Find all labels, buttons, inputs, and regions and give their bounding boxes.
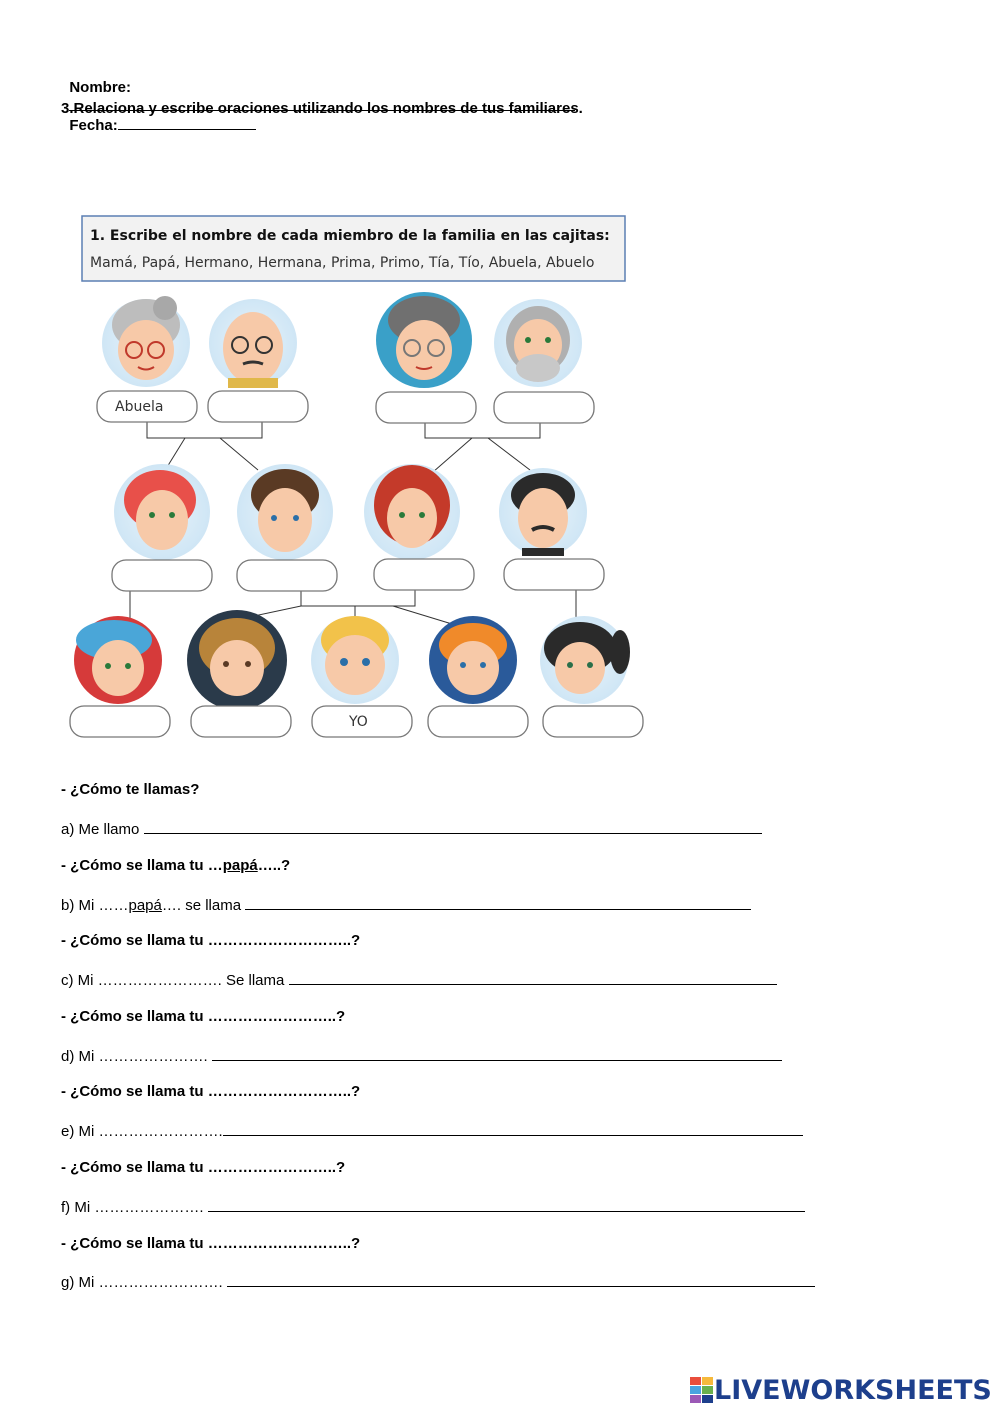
question-a: - ¿Cómo te llamas? [61, 781, 200, 798]
answer-f-label: f) Mi …………………. [61, 1199, 208, 1216]
answer-e-line[interactable] [223, 1121, 803, 1136]
answer-c-label: c) Mi ……………………. Se llama [61, 972, 289, 989]
answer-a-label: a) Me llamo [61, 821, 144, 838]
box-3[interactable] [494, 392, 594, 423]
answer-g-line[interactable] [227, 1272, 815, 1287]
answer-g-label: g) Mi ……………………. [61, 1274, 227, 1291]
row1-boxes [97, 391, 594, 423]
answer-e-label: e) Mi ……………………. [61, 1123, 223, 1140]
answer-g [61, 1272, 815, 1291]
answer-b [61, 895, 751, 914]
avatar-tio-materno [499, 468, 587, 556]
box-2[interactable] [376, 392, 476, 423]
avatar-hermano [429, 616, 517, 704]
liveworksheets-logo [690, 1374, 992, 1406]
box-6[interactable] [374, 559, 474, 590]
answer-b-post: …. se llama [161, 897, 246, 914]
box-1[interactable] [208, 391, 308, 422]
avatar-prima [540, 616, 630, 704]
box-yo-label: YO [349, 714, 368, 730]
avatar-yo [311, 616, 399, 704]
avatar-hermana [187, 610, 287, 710]
question-c: - ¿Cómo se llama tu ………………………..? [61, 932, 361, 949]
answer-d-line[interactable] [212, 1046, 782, 1061]
instruction-text: 3.Relaciona y escribe oraciones utilizando los nombres de tus familiares. [61, 100, 583, 117]
avatar-papa [237, 464, 333, 560]
answer-c-line[interactable] [289, 970, 777, 985]
question-b-post: …..? [257, 857, 291, 874]
task-words: Mamá, Papá, Hermano, Hermana, Prima, Primo, Tía, Tío, Abuela, Abuelo [90, 255, 595, 271]
avatar-abuelo-paterno [209, 299, 297, 388]
answer-a [61, 819, 762, 838]
box-4[interactable] [112, 560, 212, 591]
box-8[interactable] [70, 706, 170, 737]
liveworksheets-logo-icon [690, 1377, 714, 1403]
answer-c [61, 970, 777, 989]
fecha-label: Fecha: [69, 117, 118, 134]
question-f: - ¿Cómo se llama tu ……………………..? [61, 1159, 346, 1176]
avatar-abuelo-materno [494, 299, 582, 387]
answer-d [61, 1046, 782, 1065]
question-b-word: papá [222, 857, 258, 874]
question-g: - ¿Cómo se llama tu ………………………..? [61, 1235, 361, 1252]
answer-a-line[interactable] [144, 819, 762, 834]
question-b-pre: - ¿Cómo se llama tu … [61, 857, 223, 874]
box-abuela-label: Abuela [115, 399, 164, 415]
box-9[interactable] [191, 706, 291, 737]
avatar-abuela-paterna [102, 296, 190, 387]
answer-d-label: d) Mi …………………. [61, 1048, 212, 1065]
answer-b-pre: b) Mi …… [61, 897, 129, 914]
box-5[interactable] [237, 560, 337, 591]
avatar-primo [74, 616, 162, 704]
avatar-tia-paterna [114, 464, 210, 560]
row2-boxes [112, 559, 604, 591]
answer-f-line[interactable] [208, 1197, 805, 1212]
box-7[interactable] [504, 559, 604, 590]
box-10[interactable] [428, 706, 528, 737]
task-title: 1. Escribe el nombre de cada miembro de la familia en las cajitas: [90, 228, 610, 244]
avatar-abuela-materna [376, 292, 472, 388]
liveworksheets-logo-text: LIVEWORKSHEETS [714, 1374, 992, 1406]
answer-e [61, 1121, 803, 1140]
answer-b-word: papá [128, 897, 162, 914]
nombre-label: Nombre: [69, 79, 132, 96]
question-e: - ¿Cómo se llama tu ………………………..? [61, 1083, 361, 1100]
answer-b-line[interactable] [245, 895, 751, 910]
question-d: - ¿Cómo se llama tu ……………………..? [61, 1008, 346, 1025]
task-box [82, 216, 625, 281]
box-11[interactable] [543, 706, 643, 737]
question-b [61, 857, 290, 874]
avatar-mama [364, 464, 460, 560]
answer-f [61, 1197, 805, 1216]
